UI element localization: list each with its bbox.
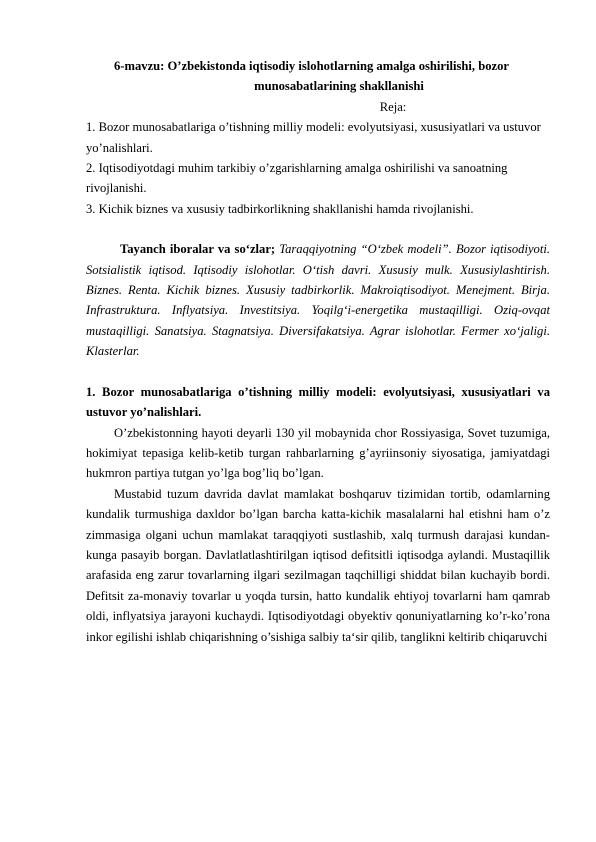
spacer — [86, 219, 550, 239]
title-line-2: munosabatlarining shakllanishi — [254, 79, 424, 94]
plan-heading: Reja: — [379, 99, 407, 114]
title-line-1: 6-mavzu: O’zbekistonda iqtisodiy islohotlarning amalga oshirilishi, bozor — [114, 59, 509, 73]
section-heading: 1. Bozor munosabatlariga o’tishning milliy modeli: evolyutsiyasi, xususiyatlari va ustuvor yo’nalishlari. — [86, 384, 550, 420]
keywords-list: Taraqqiyotning “O‘zbek modeli”. Bozor iqtisodiyoti. Sotsialistik iqtisod. Iqtisodiy islohotlar. O‘tish davri. Xususiy mulk. Xususiylashtirish. Biznes. Renta. Kichik biznes. Xususiy tadbirkorlik. Makroiqtisodiyot. Menejment. Birja. Infrastruktura. Inflyatsiya. Investitsiya. Yoqilg‘i-energetika mustaqilligi. Oziq-ovqat mustaqilligi. Sanatsiya. Stagnatsiya. Diversifakatsiya. Agrar islohotlar. Fermer xo‘jaligi. Klasterlar. — [86, 242, 550, 359]
body-paragraph-2: Mustabid tuzum davrida davlat mamlakat boshqaruv tizimidan tortib, odamlarning kundalik turmushiga daxldor bo’lgan barcha katta-kichik masalalarni hal etishni ham o’z zimmasiga olgani uchun mamlakat taraqqiyoti sustlashib, xalq turmush darajasi kundan-kunga pasayib borgan. Davlatlatlashtirilgan iqtisod defitsitli iqtisodga aylandi. Mustaqillik arafasida eng zarur tovarlarning ilgari sezilmagan taqchilligi shiddat bilan kuchayib bordi. Defitsit za-monaviy tovarlar u yoqda tursin, hatto kundalik ehtiyoj tovarlarni ham qamrab oldi, inflyatsiya jarayoni kuchaydi. Iqtisodiyotdagi obyektiv qonuniyatlarning ko’r-ko’rona inkor egilishi ishlab chiqarishning o’sishiga salbiy ta‘sir qilib, tanglikni keltirib chiqaruvchi — [86, 486, 550, 644]
plan-item-1: 1. Bozor munosabatlariga o’tishning milliy modeli: evolyutsiyasi, xususiyatlari va ustuvor yo’nalishlari. — [86, 120, 541, 155]
document-title — [86, 56, 550, 97]
keywords-paragraph — [86, 239, 550, 361]
document-page — [86, 56, 550, 647]
keywords-label: Tayanch iboralar va so‘zlar; — [120, 242, 276, 257]
plan-item-2: 2. Iqtisodiyotdagi muhim tarkibiy o’zgarishlarning amalga oshirilishi va sanoatning rivojlanishi. — [86, 161, 508, 196]
spacer — [86, 362, 550, 382]
body-paragraph-1: O’zbekistonning hayoti deyarli 130 yil mobaynida chor Rossiyasiga, Sovet tuzumiga, hokimiyat tepasiga kelib-ketib turgan rahbarlarning g’ayriinsoniy siyosatiga, jamiyatdagi hukmron partiya tutgan yo’lga bog’liq bo’lgan. — [86, 425, 550, 481]
plan-item-3: 3. Kichik biznes va xususiy tadbirkorlikning shakllanishi hamda rivojlanishi. — [86, 201, 474, 216]
